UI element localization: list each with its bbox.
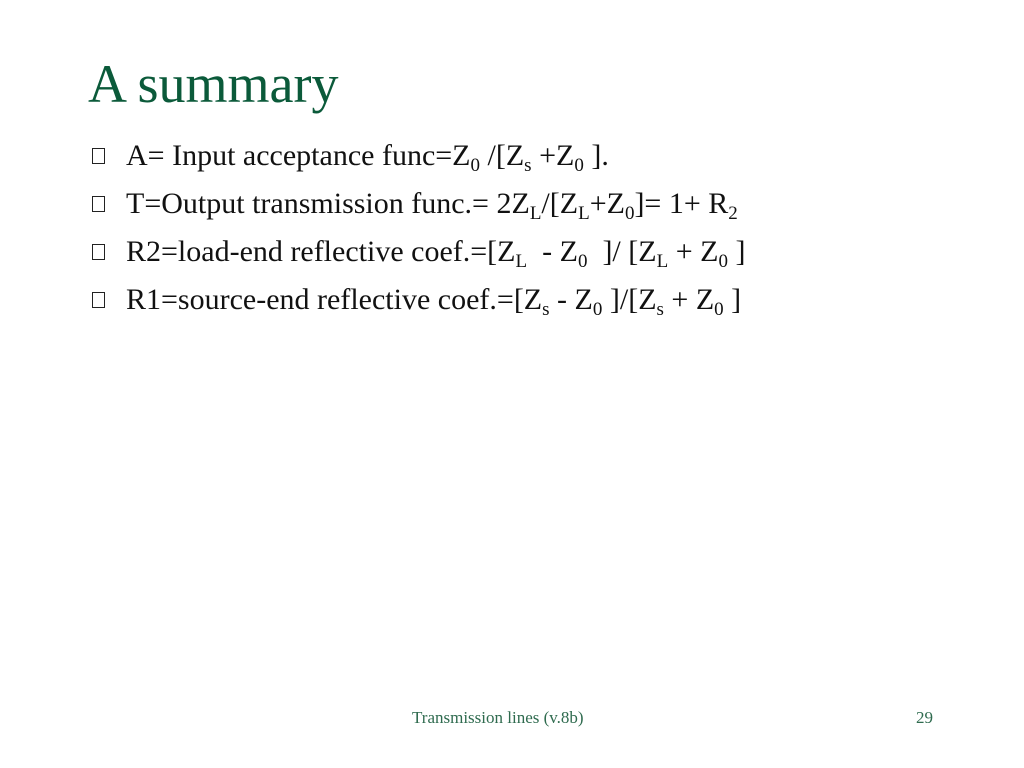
text-run: R1=source-end reflective coef.=[Z xyxy=(126,283,543,316)
slide-number: 29 xyxy=(916,708,933,727)
square-bullet-icon xyxy=(92,292,105,308)
subscript: L xyxy=(656,251,669,272)
text-run: /[Z xyxy=(541,187,579,220)
subscript: 0 xyxy=(624,203,635,224)
text-run: T=Output transmission func.= 2Z xyxy=(126,187,530,220)
subscript: s xyxy=(524,155,532,176)
text-run: /[Z xyxy=(480,139,525,172)
text-run: - Z xyxy=(527,235,578,268)
text-run: + Z xyxy=(663,283,715,316)
text-run: ]. xyxy=(583,139,609,172)
subscript: 0 xyxy=(470,155,481,176)
subscript: L xyxy=(529,203,542,224)
text-run: ] xyxy=(723,283,742,316)
subscript: 0 xyxy=(718,251,728,272)
subscript: 0 xyxy=(574,155,584,176)
text-run: + Z xyxy=(668,235,719,268)
text-run: ]= 1+ R xyxy=(634,187,729,220)
square-bullet-icon xyxy=(92,244,105,260)
slide-title: A summary xyxy=(88,54,339,114)
subscript: s xyxy=(656,299,664,320)
text-run: +Z xyxy=(531,139,575,172)
text-run: +Z xyxy=(589,187,625,220)
square-bullet-icon xyxy=(92,196,105,212)
bullet-text xyxy=(126,280,741,320)
subscript: 0 xyxy=(592,299,603,320)
footer-text: Transmission lines (v.8b) xyxy=(412,708,584,727)
subscript: 2 xyxy=(728,203,738,224)
bullet-text xyxy=(126,184,738,224)
text-run: ]/ [Z xyxy=(587,235,657,268)
subscript: s xyxy=(542,299,550,320)
bullet-text xyxy=(126,232,745,272)
text-run: ] xyxy=(727,235,746,268)
square-bullet-icon xyxy=(92,148,105,164)
bullet-text xyxy=(126,136,609,176)
subscript: 0 xyxy=(714,299,724,320)
subscript: 0 xyxy=(577,251,588,272)
text-run: ]/[Z xyxy=(602,283,657,316)
text-run: - Z xyxy=(549,283,593,316)
text-run: A= Input acceptance func=Z xyxy=(126,139,471,172)
subscript: L xyxy=(578,203,590,224)
text-run: R2=load-end reflective coef.=[Z xyxy=(126,235,516,268)
subscript: L xyxy=(515,251,528,272)
